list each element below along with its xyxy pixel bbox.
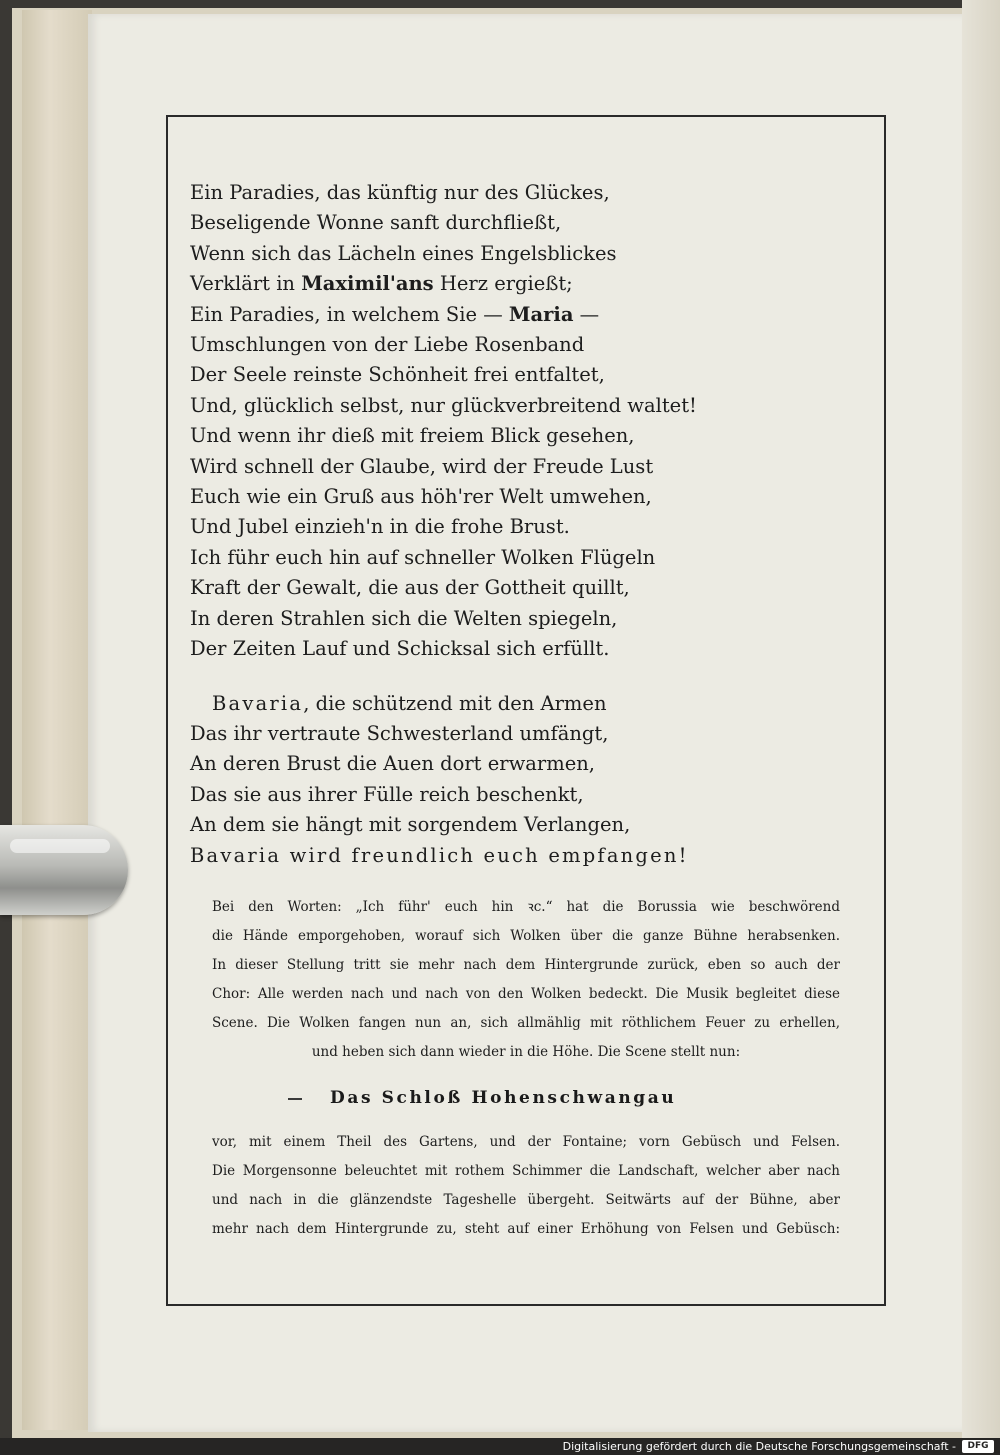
poem-stanza-2 — [190, 689, 750, 871]
poem-line — [190, 269, 750, 299]
poem-line — [190, 239, 750, 269]
poem-line-segment: Beseligende Wonne sanft durchfließt, — [190, 211, 562, 235]
poem-line-segment: Maximil'ans — [301, 272, 434, 296]
poem-line-segment: Das sie aus ihrer Fülle reich beschenkt, — [190, 782, 584, 806]
poem-line — [190, 689, 750, 719]
poem-line-segment: Das ihr vertraute Schwesterland umfängt, — [190, 721, 609, 745]
poem-line-segment: Ein Paradies, in welchem Sie — — [190, 302, 509, 326]
poem-line-segment: Kraft der Gewalt, die aus der Gottheit quillt, — [190, 576, 630, 600]
poem-line — [190, 421, 750, 451]
poem-line — [190, 604, 750, 634]
poem-line-segment: — — [573, 302, 600, 326]
poem-line-segment: An deren Brust die Auen dort erwarmen, — [190, 752, 595, 776]
poem-line-segment: Herz ergießt; — [433, 272, 573, 296]
poem-line-segment: Maria — [508, 302, 574, 326]
poem-line — [190, 573, 750, 603]
text-line: In dieser Stellung tritt sie mehr nach dem Hintergrunde zurück, eben so auch der — [212, 957, 840, 973]
text-line: mehr nach dem Hintergrunde zu, steht auf einer Erhöhung von Felsen und Gebüsch: — [212, 1221, 840, 1237]
page-stack-edge — [22, 10, 92, 1430]
poem-line-segment: Und Jubel einzieh'n in die frohe Brust. — [190, 515, 570, 539]
poem-line-segment: Bavaria wird freundlich euch empfangen! — [190, 843, 689, 867]
poem-stanza-1 — [190, 178, 750, 665]
poem-line-segment: Der Zeiten Lauf und Schicksal sich erfüllt. — [190, 637, 610, 661]
poem-line — [190, 330, 750, 360]
poem-line-segment: Der Seele reinste Schönheit frei entfaltet, — [190, 363, 605, 387]
poem-line — [190, 482, 750, 512]
text-line: Bei den Worten: „Ich führ' euch hin ꝛc.“ hat die Borussia wie beschwörend — [212, 899, 840, 915]
poem-line — [190, 391, 750, 421]
poem-line — [190, 452, 750, 482]
text-line: Die Morgensonne beleuchtet mit rothem Schimmer die Landschaft, welcher aber nach — [212, 1163, 840, 1179]
poem-line — [190, 208, 750, 238]
scene-heading: Das Schloß Hohenschwangau — [330, 1088, 677, 1108]
scene-description — [212, 1128, 840, 1244]
poem-line-segment: Verklärt in — [190, 272, 302, 296]
poem-line — [190, 512, 750, 542]
footer-credit: Digitalisierung gefördert durch die Deutsche Forschungsgemeinschaft - — [562, 1440, 956, 1453]
text-line: und nach in die glänzendste Tageshelle übergeht. Seitwärts auf der Bühne, aber — [212, 1192, 840, 1208]
poem-line — [190, 178, 750, 208]
poem-line — [190, 300, 750, 330]
digitization-footer — [0, 1438, 1000, 1455]
heading-dash — [288, 1098, 302, 1100]
poem-line-segment: Und wenn ihr dieß mit freiem Blick gesehen, — [190, 424, 635, 448]
poem-line — [190, 810, 750, 840]
poem-line-segment: An dem sie hängt mit sorgendem Verlangen, — [190, 813, 631, 837]
poem-line — [190, 719, 750, 749]
text-line: die Hände emporgehoben, worauf sich Wolken über die ganze Bühne herabsenken. — [212, 928, 840, 944]
poem-line-segment: Euch wie ein Gruß aus höh'rer Welt umwehen, — [190, 485, 652, 509]
poem-line — [190, 634, 750, 664]
poem-line-segment: Ein Paradies, das künftig nur des Glückes, — [190, 181, 610, 204]
poem-line-segment: Bavaria — [212, 691, 304, 715]
text-line: und heben sich dann wieder in die Höhe. Die Scene stellt nun: — [311, 1044, 741, 1060]
poem-line-segment: Umschlungen von der Liebe Rosenband — [190, 333, 585, 357]
poem-text — [190, 178, 750, 871]
dfg-logo: DFG — [962, 1440, 994, 1453]
poem-line-segment: Wird schnell der Glaube, wird der Freude Lust — [190, 454, 654, 478]
poem-line-segment: , die schützend mit den Armen — [303, 691, 607, 715]
poem-line — [190, 841, 750, 871]
page-clamp-highlight — [10, 839, 110, 853]
poem-line — [190, 780, 750, 810]
poem-line-segment: Ich führ euch hin auf schneller Wolken Flügeln — [190, 545, 656, 569]
text-line: vor, mit einem Theil des Gartens, und der Fontaine; vorn Gebüsch und Felsen. — [212, 1134, 840, 1150]
stage-direction — [212, 893, 840, 1067]
poem-line-segment: Und, glücklich selbst, nur glückverbreitend waltet! — [190, 393, 697, 417]
poem-line-segment: Wenn sich das Lächeln eines Engelsblickes — [190, 241, 617, 265]
poem-line-segment: In deren Strahlen sich die Welten spiegeln, — [190, 606, 618, 630]
text-line: Chor: Alle werden nach und nach von den Wolken bedeckt. Die Musik begleitet diese — [212, 986, 840, 1002]
text-line: Scene. Die Wolken fangen nun an, sich allmählig mit röthlichem Feuer zu erhellen, — [212, 1015, 840, 1031]
poem-line — [190, 749, 750, 779]
poem-line — [190, 543, 750, 573]
poem-line — [190, 360, 750, 390]
page-clamp — [0, 825, 128, 915]
adjacent-page-edge — [962, 0, 1000, 1438]
